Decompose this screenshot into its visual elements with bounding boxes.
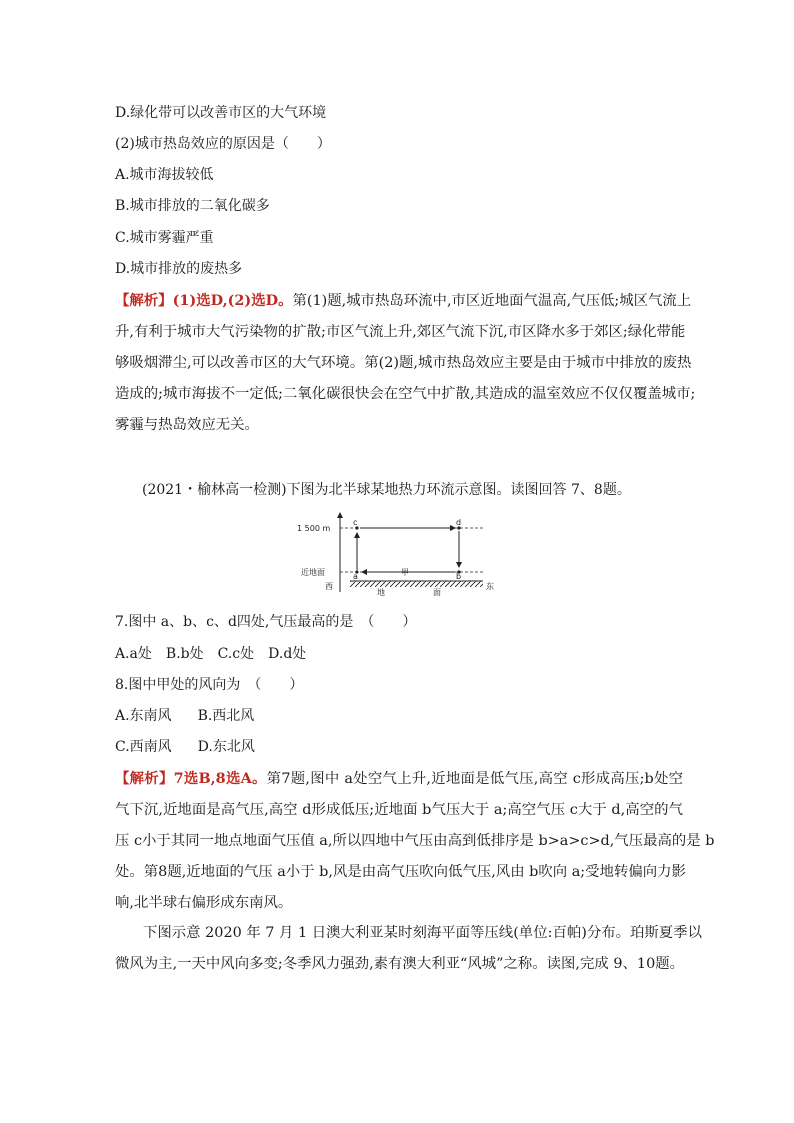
thermal-circulation-diagram [295, 507, 495, 597]
label-jia: 甲 [401, 568, 409, 577]
label-west: 西 [325, 582, 333, 591]
q7-options [115, 644, 306, 664]
analysis-answer: 7选B,8选A。 [173, 770, 267, 787]
analysis-tag: 【解析】 [115, 292, 173, 309]
analysis-1-line-3: 够吸烟滞尘,可以改善市区的大气环境。第(2)题,城市热岛效应主要是由于城市中排放的废热 [115, 355, 692, 371]
label-a: a [353, 572, 358, 581]
q6-option-d: D.绿化带可以改善市区的大气环境 [115, 105, 327, 121]
analysis-2-line-2: 气下沉,近地面是高气压,高空 d形成低压;近地面 b气压大于 a;高空气压 c大于 d,高空的气 [115, 802, 683, 818]
intro-q9-q10 [115, 918, 702, 980]
q6-sub2-stem: (2)城市热岛效应的原因是（ ） [115, 136, 331, 152]
label-d: d [456, 518, 462, 527]
analysis-block-1 [115, 285, 696, 441]
analysis-1-line-5: 雾霾与热岛效应无关。 [115, 417, 259, 433]
label-b: b [456, 572, 462, 581]
intro-q9-line-2: 微风为主,一天中风向多变;冬季风力强劲,素有澳大利亚“风城”之称。读图,完成 9、10题。 [115, 956, 685, 972]
analysis-tag: 【解析】 [115, 770, 174, 787]
label-surface: 近地面 [301, 568, 325, 577]
q6-sub2-option-a: A.城市海拔较低 [115, 167, 214, 183]
q8-options-row-2 [115, 737, 255, 757]
q8-option-b: B.西北风 [197, 708, 255, 724]
analysis-1-line-1 [115, 285, 692, 317]
q8-option-a: A.东南风 [115, 708, 172, 724]
q7-option-a: A.a处 [115, 646, 152, 662]
analysis-2-line-4: 处。第8题,近地面的气压 a小于 b,风是由高气压吹向低气压,风由 b吹向 a;受地转偏向力影 [115, 864, 686, 880]
label-c: c [353, 518, 358, 527]
label-ground-1: 地 [377, 588, 385, 597]
label-ground-2: 面 [433, 588, 441, 597]
analysis-2-line-1 [115, 763, 683, 795]
intro-q9-line-1: 下图示意 2020 年 7 月 1 日澳大利亚某时刻海平面等压线(单位:百帕)分布。珀斯夏季以 [143, 925, 702, 941]
label-1500m: 1 500 m [297, 524, 331, 533]
q7-stem: 7.图中 a、b、c、d四处,气压最高的是 （ ） [115, 614, 417, 630]
analysis-2-line-3: 压 c小于其同一地点地面气压值 a,所以四地中气压由高到低排序是 b>a>c>d,气压最高的是 b [115, 833, 715, 849]
q6-sub2-option-b: B.城市排放的二氧化碳多 [115, 198, 270, 214]
analysis-2-line-5: 响,北半球右偏形成东南风。 [115, 895, 293, 911]
q8-option-c: C.西南风 [115, 739, 172, 755]
q7-option-d: D.d处 [268, 646, 307, 662]
q8-options-row-1 [115, 706, 254, 726]
ground-hatch [350, 581, 483, 587]
analysis-answer: (1)选D,(2)选D。 [172, 292, 293, 309]
analysis-text: 第7题,图中 a处空气上升,近地面是低气压,高空 c形成高压;b处空 [266, 771, 683, 787]
q6-sub2-option-d: D.城市排放的废热多 [115, 261, 243, 277]
analysis-1-line-2: 升,有利于城市大气污染物的扩散;市区气流上升,郊区气流下沉,市区降水多于郊区;绿化带能 [115, 324, 686, 340]
analysis-text: 第(1)题,城市热岛环流中,市区近地面气温高,气压低;城区气流上 [292, 293, 692, 309]
analysis-1-line-4: 造成的;城市海拔不一定低;二氧化碳很快会在空气中扩散,其造成的温室效应不仅仅覆盖城市; [115, 386, 696, 402]
q8-option-d: D.东北风 [197, 739, 255, 755]
q8-stem: 8.图中甲处的风向为 （ ） [115, 677, 304, 693]
intro-q7-q8: (2021・榆林高一检测)下图为北半球某地热力环流示意图。读图回答 7、8题。 [142, 482, 631, 498]
analysis-block-2 [115, 763, 715, 919]
q7-option-b: B.b处 [165, 646, 204, 662]
label-east: 东 [486, 582, 494, 591]
q7-option-c: C.c处 [217, 646, 255, 662]
q6-sub2-option-c: C.城市雾霾严重 [115, 230, 214, 246]
